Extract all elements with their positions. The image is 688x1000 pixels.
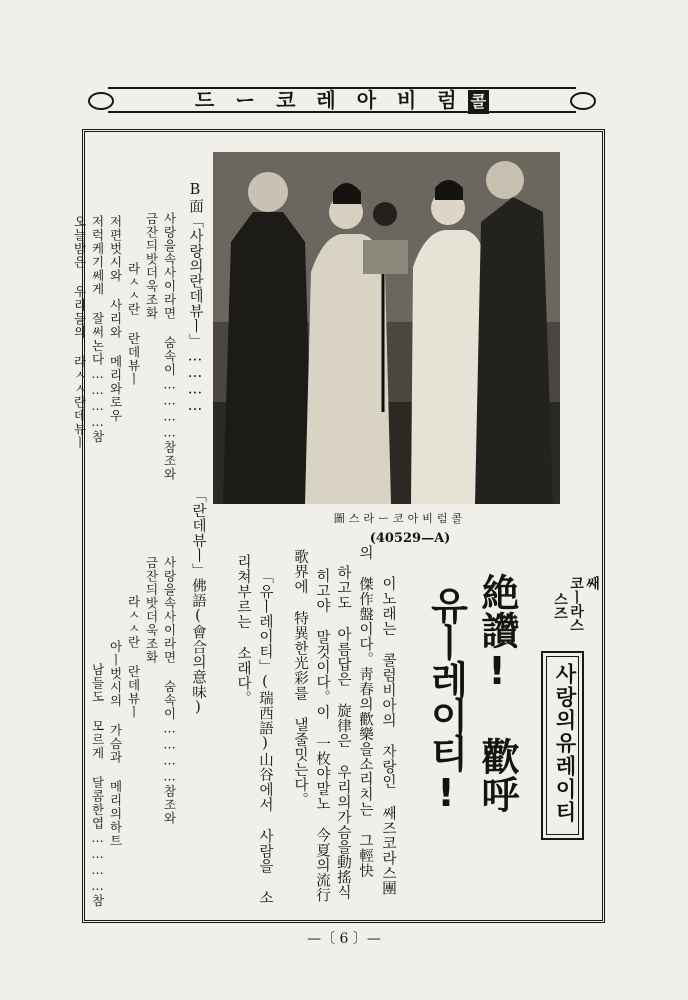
body-line-1: 이노래는 콜럼비아의 자랑인 쌔즈코라스團 bbox=[380, 576, 396, 896]
lyrics-rendezvous-line-2: 금잔듸밧더욱조화 bbox=[144, 556, 159, 664]
header-band bbox=[84, 84, 600, 116]
record-number: (40529—A) bbox=[369, 531, 451, 546]
headline-yodel: 유ㅣ레이티! bbox=[424, 586, 468, 814]
ornament-right-icon bbox=[570, 92, 596, 110]
ornament-left-icon bbox=[88, 92, 114, 110]
lyrics-b-line-6: 오늘밤은 우리들의 라ㅅㅅ란데뷰ㅣ bbox=[72, 215, 87, 450]
lyrics-b-line-4: 저편벗시와 사리와 메리와로우 bbox=[108, 215, 123, 423]
column-label-1: 쌔 bbox=[584, 576, 600, 590]
article-title-box bbox=[541, 651, 584, 840]
article-title: 사랑의유레이티 bbox=[553, 663, 577, 824]
lyrics-rendezvous-line-3: 라ㅅㅅ란 란데뷰ㅣ bbox=[126, 595, 141, 719]
header-title bbox=[144, 88, 540, 114]
column-label-3: 스즈 bbox=[552, 592, 568, 620]
lyrics-rendezvous-line-4: 아ㅣ벗시의 가슴과 메리의하트 bbox=[108, 640, 123, 848]
lyrics-b-heading: B面「사랑의란데뷰ㅣ」………… bbox=[187, 182, 203, 415]
lyrics-rendezvous-line-5: 남들도 모르게 달콤한엽…………참 bbox=[90, 663, 105, 908]
group-photo bbox=[213, 152, 560, 504]
photo-caption: 圖스라ー코아비럼콜 bbox=[333, 512, 467, 525]
body-line-5: 歌界에 特異한光彩를 낼줄밋는다。 bbox=[292, 549, 308, 807]
lyrics-b-line-1: 사랑을속사이라면 숨속이…………참조와 bbox=[162, 212, 177, 481]
body-line-7: 리쳐부르는 소래다。 bbox=[235, 554, 251, 706]
lyrics-b-line-2: 금잔듸밧더욱조화 bbox=[144, 212, 159, 320]
body-line-4: 히고야 말것이다。이 一枚야말노 今夏의流行 bbox=[314, 568, 330, 903]
body-line-6: 「유ㅣ레이티」(瑞西語)山谷에서 사람을 소 bbox=[257, 569, 273, 905]
page-number: —〔 6 〕— bbox=[307, 931, 381, 947]
body-line-3: 하고도 아름답은 旋律은 우리의가슴을動搖식 bbox=[335, 565, 351, 900]
header-title-text: 드 ー 코 레 아 비 럼 bbox=[194, 88, 464, 112]
column-label-2: 코ㅣ라스 bbox=[568, 576, 584, 632]
headline-acclaim: 絶讚! 歡呼 bbox=[475, 573, 519, 813]
header-mark: 콜 bbox=[468, 90, 489, 114]
body-line-2: 의 傑作盤이다。靑春의歡樂을소리치는 그輕快 bbox=[357, 545, 373, 878]
lyrics-b-line-3: 라ㅅㅅ란 란데뷰ㅣ bbox=[126, 262, 141, 386]
lyrics-rendezvous-line-1: 사랑을속사이라면 숨속이…………참조와 bbox=[162, 556, 177, 825]
lyrics-rendezvous-heading: 「란데뷰ㅣ」佛語(會合의意味) bbox=[190, 488, 206, 716]
photo-illustration bbox=[213, 152, 560, 504]
lyrics-b-line-5: 저럭케기쎄게 잘써논다…………참 bbox=[90, 215, 105, 444]
